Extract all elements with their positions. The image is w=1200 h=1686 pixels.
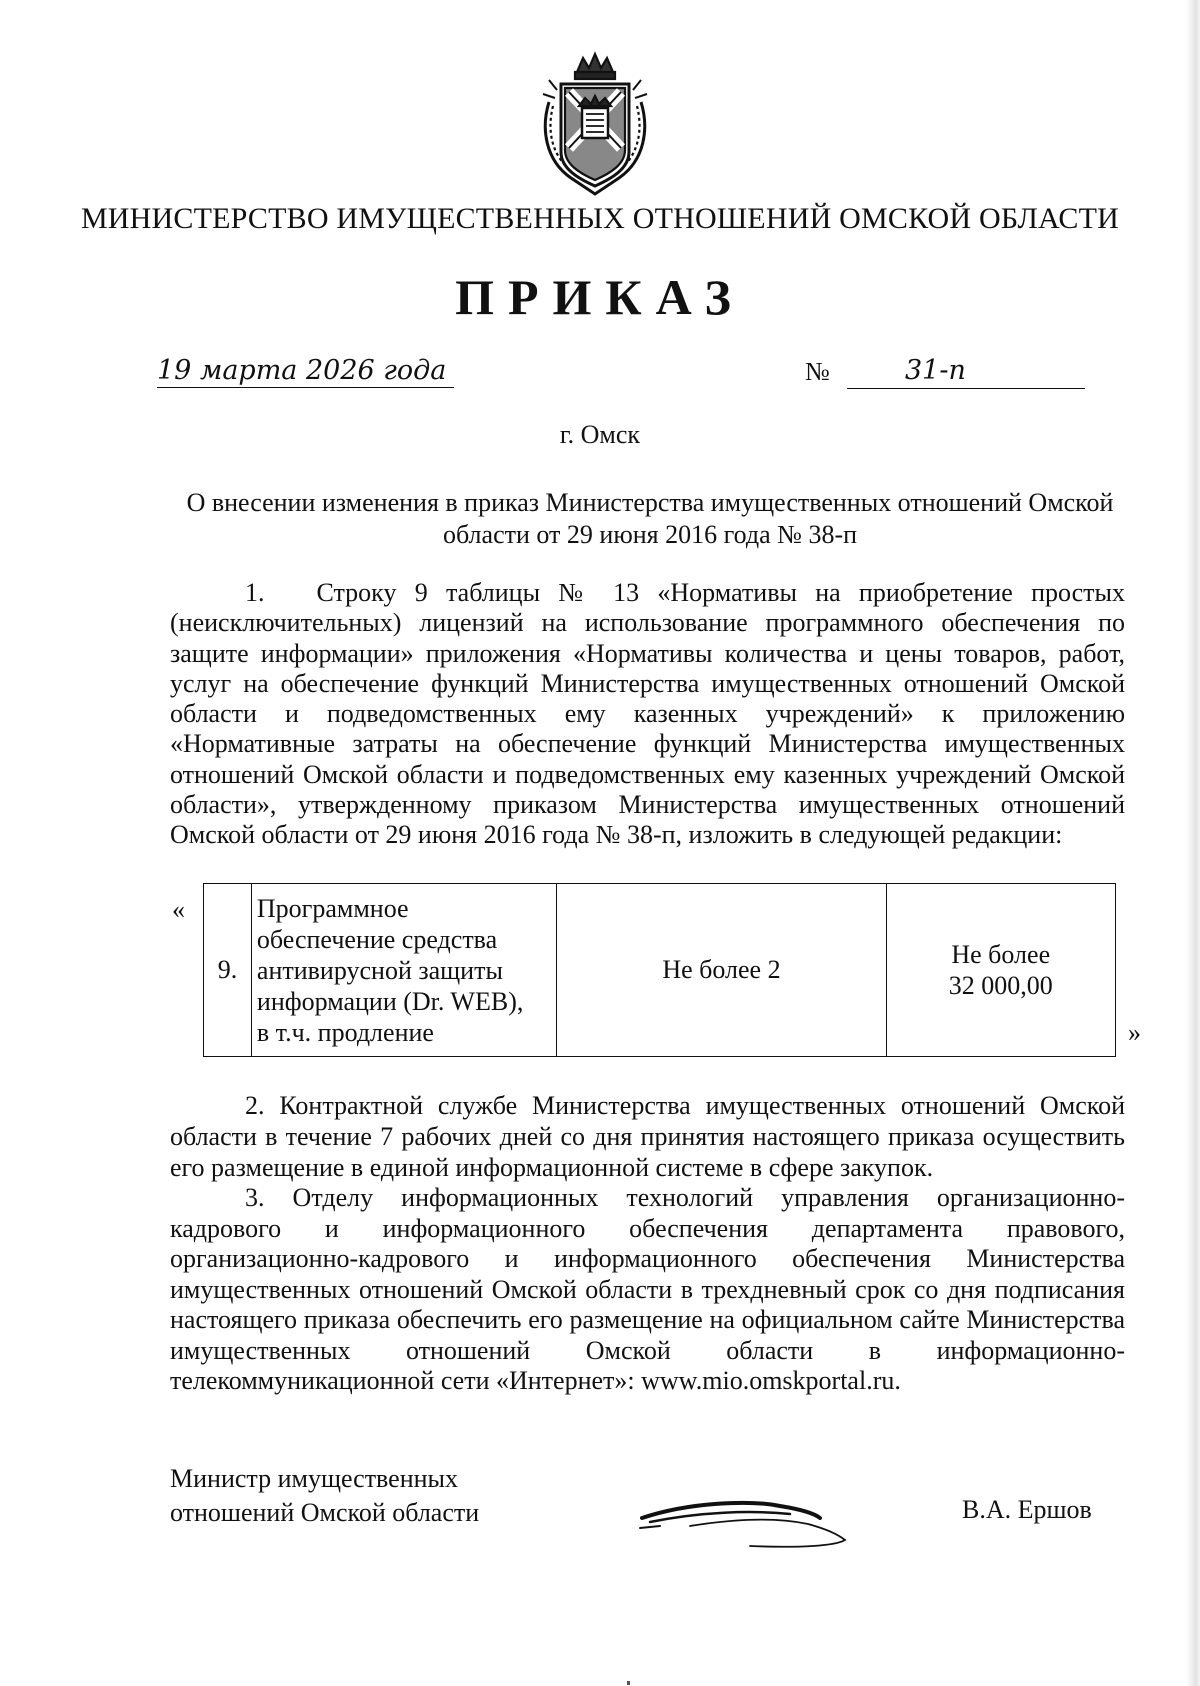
item-name-line: информации (Dr. WEB), <box>256 986 524 1016</box>
cell-item-name <box>251 884 557 1057</box>
document-number <box>805 357 1085 391</box>
table-row <box>204 884 1116 1057</box>
item-name-line: в т.ч. продление <box>256 1017 434 1047</box>
handwritten-number: 31-п <box>905 355 966 386</box>
paragraph-2: 2. Контрактной службе Министерства имущественных отношений Омской области в течение 7 рабочих дней со дня принятия настоящего приказа осуществить его размещение в единой информационной системе в сфере закупок. <box>170 1091 1125 1182</box>
item-name-line: антивирусной защиты <box>256 955 503 985</box>
table-open-quote: « <box>172 895 185 924</box>
price-line: Не более <box>951 940 1051 969</box>
paragraph-1: 1. Строку 9 таблицы № 13 «Нормативы на приобретение простых (неисключительных) лицензий на использование программного обеспечения по защите информации» приложения «Нормативы количества и цены товаров, работ, услуг на обеспечение функций Министерства имущественных отношений Омской области и подведомственных ему казенных учреждений» к приложению «Нормативные затраты на обеспечение функций Министерства имущественных отношений Омской области и подведомственных ему казенных учреждений Омской области», утвержденному приказом Министерства имущественных отношений Омской области от 29 июня 2016 года № 38-п, изложить в следующей редакции: <box>170 578 1125 850</box>
number-underline <box>847 388 1085 389</box>
ministry-name: МИНИСТЕРСТВО ИМУЩЕСТВЕННЫХ ОТНОШЕНИЙ ОМСКОЙ ОБЛАСТИ <box>80 202 1120 235</box>
cell-row-number: 9. <box>204 884 252 1057</box>
subject-line-2: области от 29 июня 2016 года № 38-п <box>442 520 858 549</box>
price-line: 32 000,00 <box>948 971 1053 1000</box>
coat-of-arms-emblem <box>535 50 655 200</box>
signatory-title <box>170 1462 479 1530</box>
signatory-name: В.А. Ершов <box>962 1495 1092 1524</box>
cell-quantity: Не более 2 <box>557 884 886 1057</box>
order-subject <box>175 487 1125 551</box>
signatory-title-line-2: отношений Омской области <box>170 1498 480 1527</box>
signatory-title-line-1: Министр имущественных <box>170 1464 459 1493</box>
paragraph-3: 3. Отделу информационных технологий управления организационно-кадрового и информационного обеспечения департамента правового, организационно-кадрового и информационного обеспечения Министерства имущественных отношений Омской области в трехдневный срок со дня подписания настоящего приказа обеспечить его размещение на официальном сайте Министерства имущественных отношений Омской области в информационно-телекоммуникационной сети «Интернет»: www.mio.omskportal.ru. <box>170 1183 1125 1395</box>
item-name-line: Программное <box>256 893 409 923</box>
handwritten-date: 19 марта 2026 года <box>157 355 454 388</box>
item-name-line: обеспечение средства <box>256 924 498 954</box>
number-label: № <box>805 357 830 386</box>
scan-edge-shadow <box>1186 0 1200 1686</box>
subject-line-1: О внесении изменения в приказ Министерства имущественных отношений Омской <box>186 488 1114 517</box>
document-type-title: ПРИКАЗ <box>455 269 745 325</box>
city: г. Омск <box>559 420 641 449</box>
table-close-quote: » <box>1128 1018 1141 1047</box>
norm-table <box>203 883 1116 1057</box>
cell-price <box>886 884 1116 1057</box>
scan-speck <box>627 1681 630 1685</box>
